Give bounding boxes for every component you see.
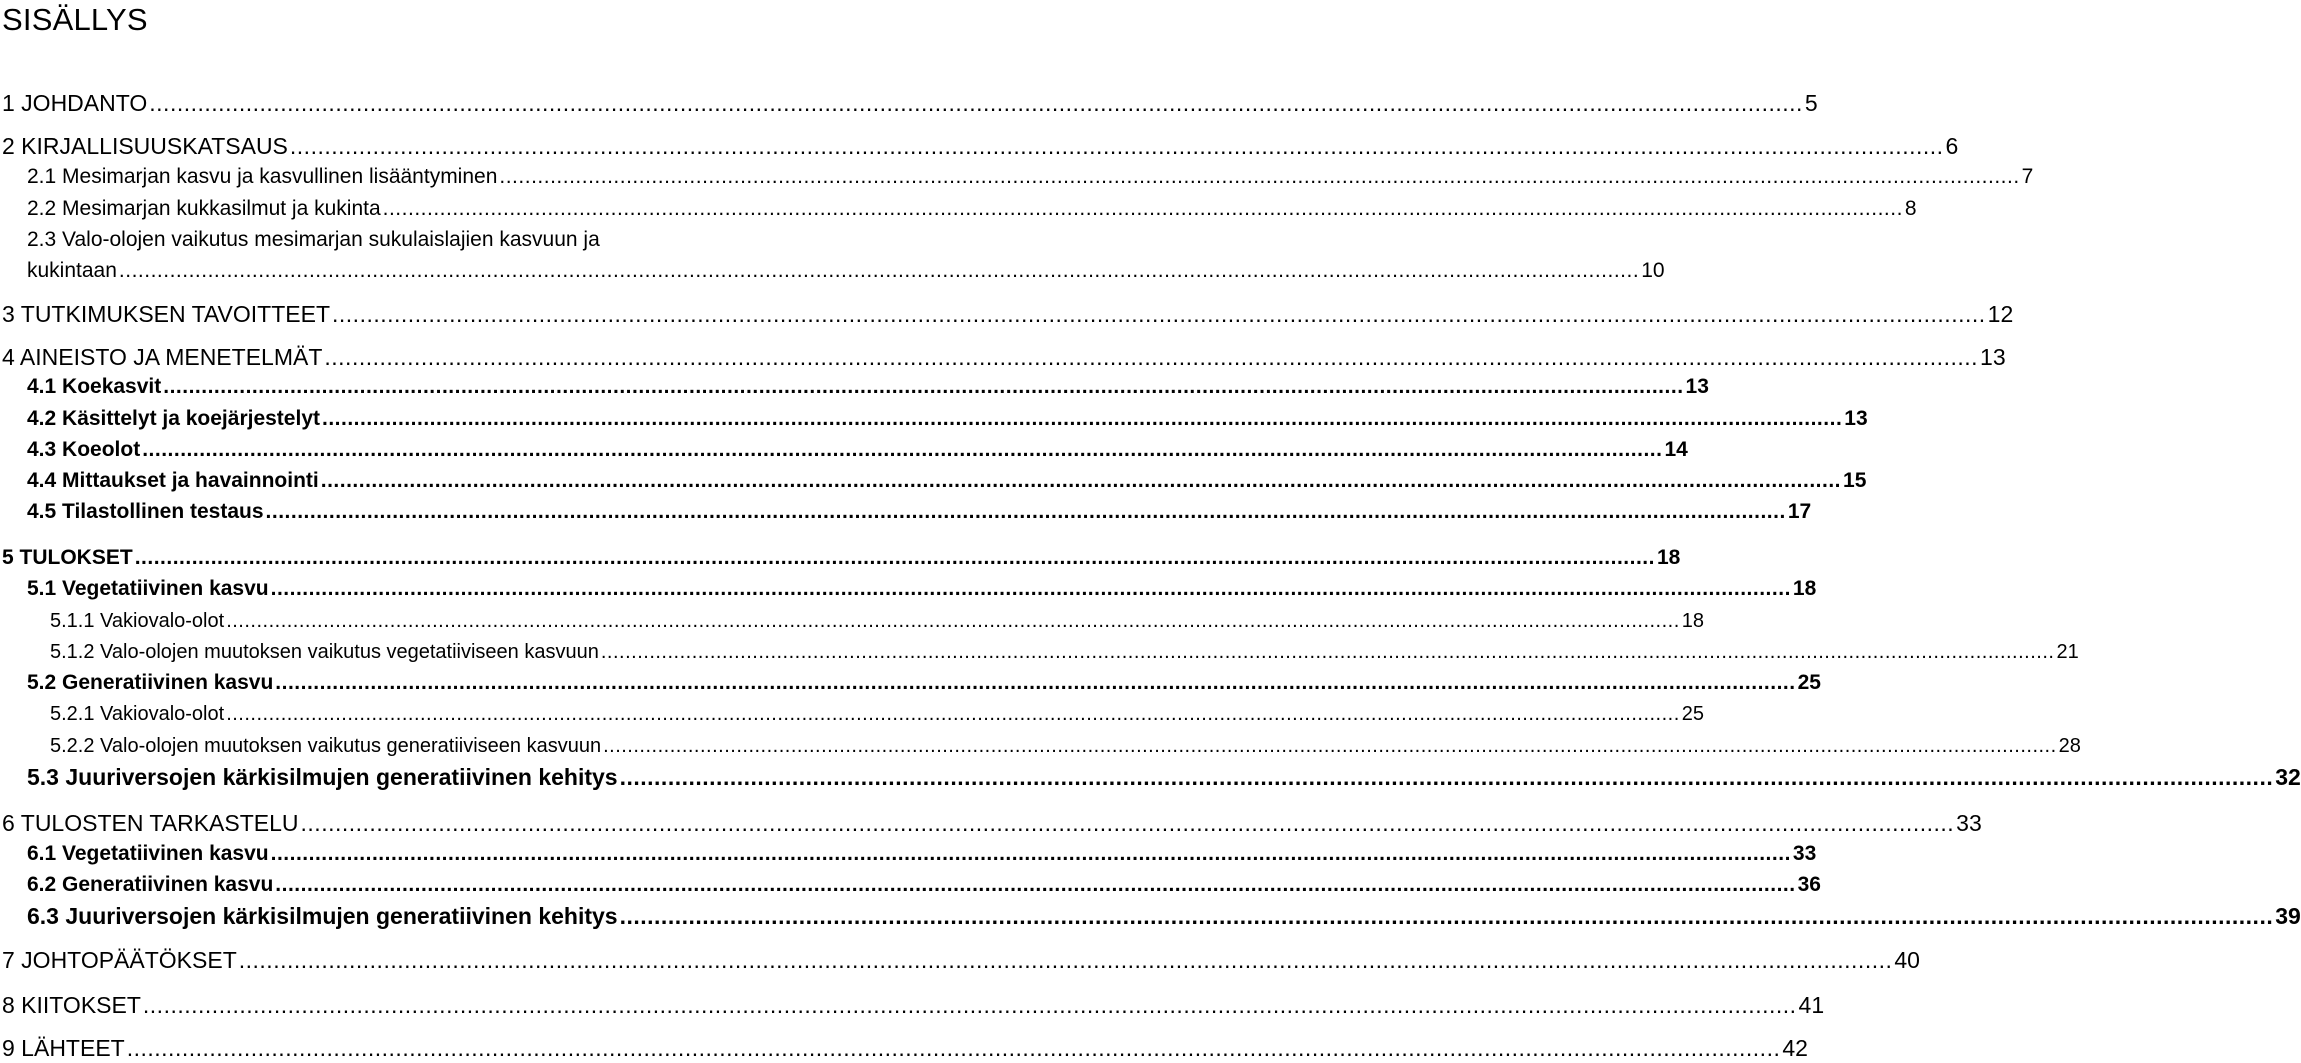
toc-entry-title: 4.3 Koeolot bbox=[27, 438, 141, 461]
leader-dots bbox=[324, 342, 1978, 372]
toc-entry-5-1-2[interactable] bbox=[50, 637, 2079, 667]
leader-dots bbox=[275, 668, 1795, 698]
leader-dots bbox=[142, 435, 1662, 465]
toc-entry-page: 33 bbox=[1956, 810, 1982, 836]
toc-entry-tulokset[interactable] bbox=[2, 543, 1681, 573]
toc-entry-title: 2.2 Mesimarjan kukkasilmut ja kukinta bbox=[27, 197, 381, 220]
toc-entry-johdanto[interactable] bbox=[2, 88, 1818, 118]
toc-entry-lahteet[interactable] bbox=[2, 1033, 1808, 1063]
leader-dots bbox=[601, 637, 2055, 667]
toc-entry-title: 5.2.2 Valo-olojen muutoksen vaikutus generatiiviseen kasvuun bbox=[50, 735, 602, 757]
toc-entry-4-5[interactable] bbox=[27, 497, 1812, 527]
toc-entry-title: 2.3 Valo-olojen vaikutus mesimarjan sukulaislajien kasvuun ja bbox=[27, 228, 600, 251]
toc-entry-title: 5.2.1 Vakiovalo-olot bbox=[50, 703, 225, 725]
toc-entry-2-3-line1[interactable] bbox=[27, 225, 956, 255]
toc-entry-page: 6 bbox=[1945, 133, 1959, 159]
leader-dots bbox=[239, 945, 1893, 975]
toc-entry-kiitokset[interactable] bbox=[2, 990, 1825, 1020]
toc-entry-title: 6.1 Vegetatiivinen kasvu bbox=[27, 842, 269, 865]
toc-entry-title: 4.1 Koekasvit bbox=[27, 375, 162, 398]
toc-entry-page: 36 bbox=[1797, 873, 1821, 896]
toc-entry-page: 13 bbox=[1844, 407, 1868, 430]
toc-entry-page: 14 bbox=[1664, 438, 1688, 461]
toc-entry-page: 41 bbox=[1798, 992, 1825, 1018]
toc-entry-title: 7 JOHTOPÄÄTÖKSET bbox=[2, 947, 237, 973]
toc-entry-title: 8 KIITOKSET bbox=[2, 992, 141, 1018]
toc-entry-page: 13 bbox=[1980, 344, 2006, 370]
leader-dots bbox=[620, 901, 2274, 931]
leader-dots bbox=[127, 1033, 1781, 1063]
leader-dots bbox=[135, 543, 1655, 573]
leader-dots bbox=[143, 990, 1797, 1020]
toc-entry-page: 8 bbox=[1904, 197, 1917, 220]
leader-dots bbox=[383, 194, 1903, 224]
page-title: SISÄLLYS bbox=[2, 2, 148, 37]
leader-dots bbox=[301, 808, 1955, 838]
toc-entry-title: 4 AINEISTO JA MENETELMÄT bbox=[2, 344, 323, 370]
toc-entry-title: 5.1.1 Vakiovalo-olot bbox=[50, 610, 225, 632]
toc-entry-page: 21 bbox=[2056, 641, 2079, 663]
leader-dots bbox=[149, 88, 1803, 118]
toc-entry-title: 5.1.2 Valo-olojen muutoksen vaikutus vegetatiiviseen kasvuun bbox=[50, 641, 599, 663]
toc-entry-page: 33 bbox=[1792, 842, 1817, 865]
toc-entry-title: 5.2 Generatiivinen kasvu bbox=[27, 671, 274, 694]
toc-entry-page: 40 bbox=[1894, 947, 1920, 973]
toc-entry-title: 1 JOHDANTO bbox=[2, 90, 148, 116]
toc-entry-page: 5 bbox=[1804, 90, 1818, 116]
toc-entry-5-1[interactable] bbox=[27, 574, 1817, 604]
toc-entry-page: 42 bbox=[1782, 1035, 1808, 1061]
leader-dots bbox=[271, 839, 1791, 869]
toc-entry-title: 2 KIRJALLISUUSKATSAUS bbox=[2, 133, 288, 159]
toc-entry-5-3[interactable] bbox=[27, 762, 2301, 792]
toc-entry-page: 12 bbox=[1987, 301, 2014, 327]
toc-entry-title: 5.1 Vegetatiivinen kasvu bbox=[27, 577, 269, 600]
toc-entry-6-3[interactable] bbox=[27, 901, 2301, 931]
toc-entry-title: 4.4 Mittaukset ja havainnointi bbox=[27, 469, 319, 492]
toc-entry-page: 13 bbox=[1685, 375, 1709, 398]
leader-dots bbox=[499, 162, 2019, 192]
toc-entry-6-1[interactable] bbox=[27, 839, 1817, 869]
toc-entry-page: 18 bbox=[1656, 546, 1681, 569]
leader-dots bbox=[321, 466, 1841, 496]
toc-entry-title: 6 TULOSTEN TARKASTELU bbox=[2, 810, 299, 836]
toc-entry-page: 10 bbox=[1641, 259, 1665, 282]
toc-entry-4-4[interactable] bbox=[27, 466, 1867, 496]
toc-entry-tutkimuksen-tavoitteet[interactable] bbox=[2, 299, 2014, 329]
leader-dots bbox=[332, 299, 1986, 329]
leader-dots bbox=[271, 574, 1791, 604]
toc-entry-page: 17 bbox=[1787, 500, 1812, 523]
toc-entry-title: kukintaan bbox=[27, 259, 117, 282]
toc-entry-page: 15 bbox=[1843, 469, 1867, 492]
leader-dots bbox=[119, 256, 1639, 286]
leader-dots bbox=[163, 372, 1683, 402]
toc-entry-title: 9 LÄHTEET bbox=[2, 1035, 125, 1061]
toc-entry-5-2[interactable] bbox=[27, 668, 1821, 698]
leader-dots bbox=[226, 699, 1680, 729]
toc-entry-page: 7 bbox=[2021, 165, 2034, 188]
toc-entry-page: 18 bbox=[1681, 610, 1705, 632]
toc-entry-title: 4.2 Käsittelyt ja koejärjestelyt bbox=[27, 407, 320, 430]
toc-entry-6-2[interactable] bbox=[27, 870, 1821, 900]
toc-entry-johtopaatokset[interactable] bbox=[2, 945, 1920, 975]
toc-entry-page: 32 bbox=[2275, 764, 2301, 790]
toc-entry-2-2[interactable] bbox=[27, 194, 1917, 224]
toc-entry-title: 5 TULOKSET bbox=[2, 546, 133, 569]
toc-entry-page: 25 bbox=[1681, 703, 1705, 725]
toc-entry-title: 6.3 Juuriversojen kärkisilmujen generatiivinen kehitys bbox=[27, 903, 618, 929]
leader-dots bbox=[620, 762, 2274, 792]
toc-entry-4-1[interactable] bbox=[27, 372, 1709, 402]
toc-entry-title: 2.1 Mesimarjan kasvu ja kasvullinen lisääntyminen bbox=[27, 165, 498, 188]
toc-entry-4-2[interactable] bbox=[27, 404, 1868, 434]
leader-dots bbox=[603, 731, 2057, 761]
toc-entry-page: 25 bbox=[1797, 671, 1821, 694]
toc-entry-title: 3 TUTKIMUKSEN TAVOITTEET bbox=[2, 301, 331, 327]
toc-entry-kirjallisuuskatsaus[interactable] bbox=[2, 131, 1959, 161]
toc-entry-5-1-1[interactable] bbox=[50, 606, 1705, 636]
toc-entry-page: 18 bbox=[1792, 577, 1817, 600]
toc-entry-title: 6.2 Generatiivinen kasvu bbox=[27, 873, 274, 896]
leader-dots bbox=[275, 870, 1795, 900]
toc-entry-title: 4.5 Tilastollinen testaus bbox=[27, 500, 264, 523]
leader-dots bbox=[290, 131, 1944, 161]
toc-entry-page: 28 bbox=[2058, 735, 2081, 757]
toc-entry-2-3-line2[interactable] bbox=[27, 256, 1665, 286]
toc-entry-aineisto-ja-menetelmat[interactable] bbox=[2, 342, 2006, 372]
leader-dots bbox=[266, 497, 1786, 527]
toc-entry-4-3[interactable] bbox=[27, 435, 1688, 465]
leader-dots bbox=[226, 606, 1680, 636]
toc-entry-title: 5.3 Juuriversojen kärkisilmujen generatiivinen kehitys bbox=[27, 764, 618, 790]
toc-entry-page: 39 bbox=[2275, 903, 2301, 929]
toc-entry-5-2-2[interactable] bbox=[50, 731, 2081, 761]
toc-entry-5-2-1[interactable] bbox=[50, 699, 1705, 729]
leader-dots bbox=[322, 404, 1842, 434]
toc-entry-tulosten-tarkastelu[interactable] bbox=[2, 808, 1982, 838]
toc-entry-2-1[interactable] bbox=[27, 162, 2034, 192]
